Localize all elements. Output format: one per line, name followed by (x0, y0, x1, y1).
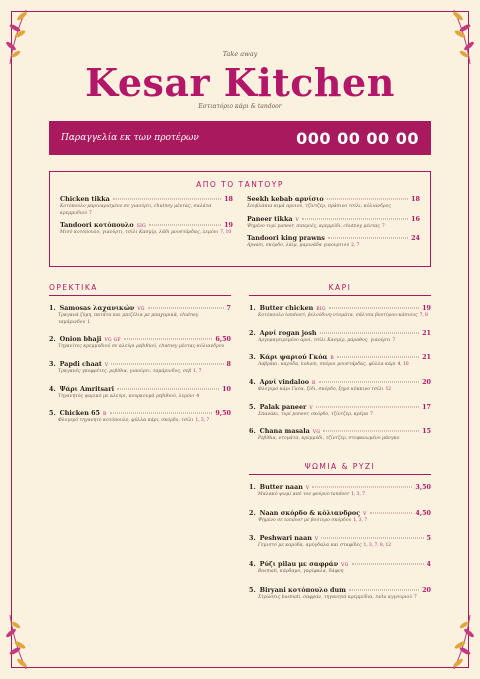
menu-item: 6. Chana masala VG 15 Ρεβίθια, ντομάτα, κρεμμύδι, τζίντζερ, στεφανωμένο μάνγκο (249, 427, 431, 442)
item-tag: VG (312, 430, 321, 436)
order-banner-text: Παραγγελία εκ των προτέρων (61, 133, 199, 143)
item-name: Chicken 65 (59, 409, 100, 418)
menu-item: 1. Butter chicken BIG 19 Κοτόπουλο tandoori, βελούδινη ντομάτα, σάλτσα βουτύρου-κάσιους 7, 8 (249, 304, 431, 318)
item-tag: V (309, 405, 313, 411)
item-allergens: 1, 3, 7 (353, 517, 367, 523)
item-price: 15 (422, 427, 431, 436)
item-tag: BIG (316, 307, 326, 312)
menu-item: 3. Κάρι ψαριού Γκόα B 21 Λαβράκι, καρύδα, kokum, σπόροι μουστάρδας, φύλλα κάρι 4, 10 (249, 353, 431, 368)
tandoor-section (49, 171, 431, 267)
section-heading: ΟΡΕΚΤΙΚΑ (49, 283, 231, 296)
item-name: Tandoori κοτόπουλο (60, 221, 134, 230)
item-tag: V (363, 511, 367, 517)
item-price: 20 (422, 585, 431, 594)
restaurant-title: Kesar Kitchen (85, 60, 395, 105)
item-description: Στρώσεις basmati, σαφράν, τηγανητά κρεμμύδια, raita αγγουριού (258, 594, 412, 600)
starters-section (49, 283, 231, 434)
item-price: 3,50 (415, 483, 431, 491)
item-tag: VG GF (104, 338, 121, 344)
item-price: 9,50 (215, 409, 231, 418)
item-description: Basmati, κάρδαμο, γαρίφαλα, δάφνη (258, 568, 344, 574)
item-allergens: 7 (414, 594, 417, 600)
menu-item: 4. Αρνί vindaloo B 20 Φλογερό κάρι Γκόα, ξίδι, σκόρδο, ξηρό κόκκινο τσίλι 12 (249, 377, 431, 392)
item-price: 21 (422, 353, 431, 362)
menu-item: 5. Chicken 65 B 9,50 Φλογερό τηγανητό κοτόπουλο, φύλλα κάρι, σκόρδο, τσίλι 1, 3, 7 (49, 409, 231, 424)
item-price: 16 (411, 214, 420, 223)
item-name: Papdi chaat (59, 359, 102, 368)
item-tag: V (295, 217, 300, 223)
item-description: Φλογερό τηγανητό κοτόπουλο, φύλλα κάρι, σκόρδο, τσίλι (58, 418, 194, 424)
item-allergens: 12 (385, 386, 392, 392)
item-description: Αργομαγειρεμένο αρνί, τσίλι Κασμίρ, μάραθος, γιαούρτι (258, 337, 391, 343)
item-allergens: 1, 3, 7, 8, 12 (363, 543, 391, 549)
section-heading: ΚΑΡΙ (249, 283, 431, 296)
item-price: 5 (426, 534, 431, 543)
item-description: Τραγανά ζύμη, πατάτα και μπιζέλια με μπαχαρικά, chutney ταμάρινδου (58, 313, 199, 325)
item-name: Naan σκόρδο & κόλιανδρος (259, 508, 361, 517)
menu-item: 2. Onion bhaji VG GF 6,50 Τηγανίτες κρεμμυδιού σε αλεύρι ρεβιθιού, chutney μέντας-κόλιανδρου (49, 335, 231, 350)
section-heading: ΨΩΜΙΑ & ΡΥΖΙ (249, 462, 431, 475)
floral-corner-icon (446, 613, 476, 673)
item-name: Αρνί vindaloo (259, 377, 309, 386)
menu-item (247, 234, 420, 250)
item-allergens: 4 (196, 393, 200, 399)
item-description: Μαλακό ψωμί από τον φούρνο tandoor (258, 492, 350, 497)
item-description: Φλογερό κάρι Γκόα, ξίδι, σκόρδο, ξηρό κόκκινο τσίλι (258, 386, 384, 392)
section-heading: ΑΠΟ ΤΟ ΤΑΝΤΟΥΡ (196, 180, 284, 189)
item-tag: VG (137, 307, 145, 312)
item-name: Butter chicken (259, 304, 314, 312)
item-tag: V (104, 362, 109, 368)
item-description: Γεμιστό με καρύδα, αμύγδαλα και σταφίδες (258, 543, 362, 549)
item-name: Αρνί rogan josh (259, 328, 317, 337)
item-price: 4,50 (415, 508, 431, 517)
item-description: Μισό κοτόπουλο, γιαούρτι, τσίλι Κασμίρ, λάδι μουστάρδας, λεμόνι (60, 230, 219, 236)
item-name: Chana masala (259, 427, 310, 436)
item-description: Τραγανές γκοφρέτες, ρεβίθια, γιαούρτι, ταμάρινδος, σεβ (58, 368, 192, 374)
item-tag: VG (341, 562, 349, 568)
menu-item: 4. Ψάρι Amritsari 10 Τηγανητός ψαρικό με αλεύρι, κουρκουμά ρεβιθιού, λεμόνι 4 (49, 384, 231, 399)
item-price: 4 (426, 559, 431, 568)
item-tag: B (311, 380, 316, 386)
item-price: 17 (422, 402, 431, 411)
item-description: Σουβλάκια κιμά αρνιού, τζίντζερ, πράσινο τσίλι, κόλιανδρος (247, 204, 391, 209)
item-price: 19 (422, 304, 431, 312)
item-description: Ψημένο σε tandoor με βούτυρο σκόρδου (258, 517, 352, 523)
menu-item: 1. Samosas λαχανικών VG 7 Τραγανά ζύμη, πατάτα και μπιζέλια με μπαχαρικά, chutney ταμάρινδου 1 (49, 304, 231, 325)
item-tag: V (305, 486, 310, 491)
item-tag: B (330, 356, 335, 362)
curries-section (249, 283, 431, 452)
order-banner (49, 121, 431, 155)
item-name: Tandoori king prawns (247, 234, 325, 243)
item-name: Seekh kebab αρνίσιο (247, 195, 324, 203)
menu-item (60, 195, 233, 217)
phone-number[interactable]: 000 00 00 00 (296, 128, 419, 148)
menu-item: 3. Peshwari naan V 5 Γεμιστό με καρύδα, αμύγδαλα και σταφίδες 1, 3, 7, 8, 12 (249, 534, 431, 549)
item-name: Butter naan (259, 483, 303, 491)
menu-item: 1. Butter naan V 3,50 Μαλακό ψωμί από τον φούρνο tandoor 1, 3, 7 (249, 483, 431, 497)
menu-item: 2. Naan σκόρδο & κόλιανδρος V 4,50 Ψημένο σε tandoor με βούτυρο σκόρδου 1, 3, 7 (249, 508, 431, 523)
item-description: Κοτόπουλο μαριναρισμένο σε γιαούρτι, chutney μέντας, σαλάτα κρεμμυδιού (60, 204, 212, 216)
menu-item: 5. Palak paneer V 17 Σπανάκι, τυρί paneer, σκόρδο, τζίντζερ, κρέμα 7 (249, 402, 431, 417)
menu-item: 3. Papdi chaat V 8 Τραγανές γκοφρέτες, ρεβίθια, γιαούρτι, ταμάρινδος, σεβ 1, 7 (49, 359, 231, 374)
item-description: Σπανάκι, τυρί paneer, σκόρδο, τζίντζερ, κρέμα (258, 411, 369, 417)
menu-item (247, 215, 420, 231)
restaurant-subtitle: Εστιατόριο κάρι & tandoor (198, 103, 282, 110)
tagline: Take away (222, 50, 258, 58)
menu-item (247, 195, 420, 211)
item-price: 6,50 (215, 335, 231, 344)
item-name: Paneer tikka (247, 214, 293, 223)
item-price: 10 (222, 384, 231, 393)
item-name: Onion bhaji (59, 335, 102, 344)
floral-corner-icon (4, 613, 34, 673)
item-allergens: 7, 10 (220, 230, 232, 236)
item-allergens: 7 (381, 223, 385, 229)
item-name: Samosas λαχανικών (59, 304, 135, 312)
item-price: 21 (422, 328, 431, 337)
item-allergens: 1 (87, 319, 91, 325)
item-description: Αjwain, σκόρδο, λάιμ, μαρινάδα γιαουρτιού (247, 243, 350, 249)
item-name: Biryani κοτόπουλο dum (259, 585, 346, 594)
menu-item: 5. Biryani κοτόπουλο dum 20 Στρώσεις basmati, σαφράν, τηγανητά κρεμμύδια, raita αγγουριού 7 (249, 585, 431, 600)
item-allergens: 7 (89, 210, 92, 216)
menu-item: 4. Ρύζι pilau με σαφράν VG 4 Basmati, κάρδαμο, γαρίφαλα, δάφνη (249, 559, 431, 574)
item-price: 7 (226, 304, 231, 312)
item-allergens: 7 (392, 337, 396, 343)
item-allergens: 7 (370, 411, 373, 417)
item-name: Ρύζι pilau με σαφράν (259, 559, 339, 568)
item-description: Τηγανητός ψαρικό με αλεύρι, κουρκουμά ρεβιθιού, λεμόνι (58, 393, 195, 399)
item-name: Peshwari naan (259, 534, 312, 543)
item-price: 19 (224, 221, 233, 230)
item-description: Ψημένο τυρί paneer, πιπεριές, κρεμμύδι, chutney μέντας (247, 223, 380, 229)
item-price: 24 (411, 234, 420, 243)
item-allergens: 7, 8 (419, 313, 428, 318)
item-description: Ρεβίθια, ντομάτα, κρεμμύδι, τζίντζερ, στεφανωμένο μάνγκο (258, 436, 400, 442)
item-tag: SIG (136, 224, 147, 230)
item-description: Τηγανίτες κρεμμυδιού σε αλεύρι ρεβιθιού, chutney μέντας-κόλιανδρου (58, 344, 225, 350)
menu-item: 2. Αρνί rogan josh 21 Αργομαγειρεμένο αρνί, τσίλι Κασμίρ, μάραθος, γιαούρτι 7 (249, 328, 431, 343)
item-allergens: 1, 3, 7 (195, 418, 210, 424)
item-description: Λαβράκι, καρύδα, kokum, σπόροι μουστάρδας, φύλλα κάρι (258, 362, 396, 368)
item-allergens: 4, 10 (397, 362, 409, 368)
breads-section (249, 462, 431, 611)
item-allergens: 1, 7 (193, 368, 202, 374)
item-allergens: 1, 3, 7 (351, 492, 365, 497)
item-price: 18 (411, 195, 420, 203)
item-name: Chicken tikka (60, 195, 110, 203)
item-price: 18 (224, 195, 233, 203)
tandoor-right-column (247, 195, 420, 254)
item-description: Κοτόπουλο tandoori, βελούδινη ντομάτα, σάλτσα βουτύρου-κάσιους (258, 313, 418, 318)
item-name: Palak paneer (259, 402, 307, 411)
menu-item (60, 221, 233, 237)
item-price: 20 (422, 377, 431, 386)
item-tag: B (102, 412, 107, 418)
item-name: Ψάρι Amritsari (59, 384, 114, 393)
item-allergens: 2, 7 (351, 243, 360, 249)
item-name: Κάρι ψαριού Γκόα (259, 353, 328, 362)
item-tag: V (314, 537, 319, 543)
tandoor-left-column (60, 195, 233, 254)
item-price: 8 (226, 359, 231, 368)
